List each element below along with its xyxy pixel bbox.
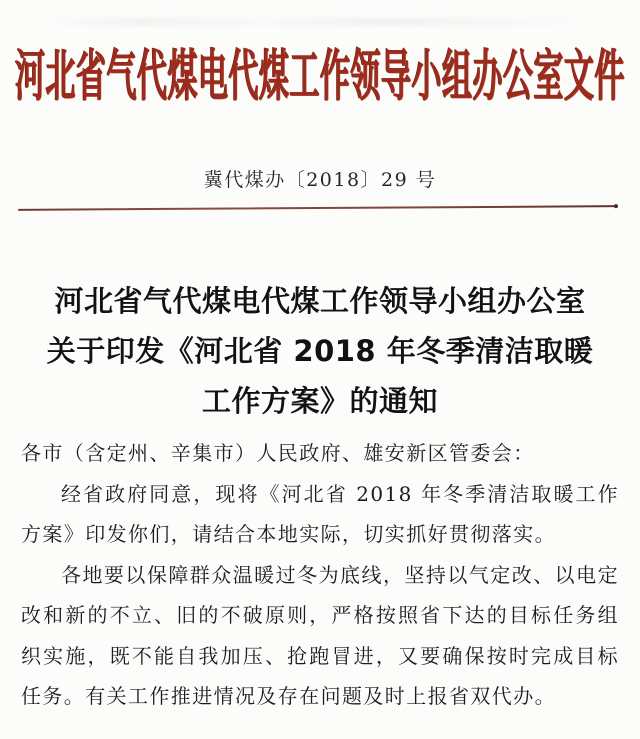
document-body <box>21 433 619 717</box>
document-title <box>0 276 640 426</box>
red-divider-line <box>18 205 617 211</box>
document-title-line-1: 河北省气代煤电代煤工作领导小组办公室 <box>54 284 586 318</box>
salutation-line: 各市（含定州、辛集市）人民政府、雄安新区管委会： <box>21 441 535 465</box>
document-title-line-3: 工作方案》的通知 <box>201 384 438 418</box>
scan-artifact-smudge <box>40 18 600 26</box>
red-banner-title: 河北省气代煤电代煤工作领导小组办公室文件 <box>15 44 625 110</box>
document-title-line-2: 关于印发《河北省 2018 年冬季清洁取暖 <box>46 334 594 368</box>
body-paragraph-2: 各地要以保障群众温暖过冬为底线，坚持以气定改、以电定改和新的不立、旧的不破原则，严格按照省下达的目标任务组织实施，既不能自我加压、抢跑冒进，又要确保按时完成目标任务。有关工作推进情况及存在问题及时上报省双代办。 <box>21 562 619 708</box>
document-number: 冀代煤办〔2018〕29 号 <box>203 169 437 191</box>
body-paragraph-1: 经省政府同意，现将《河北省 2018 年冬季清洁取暖工作方案》印发你们，请结合本地实际，切实抓好贯彻落实。 <box>21 481 619 546</box>
